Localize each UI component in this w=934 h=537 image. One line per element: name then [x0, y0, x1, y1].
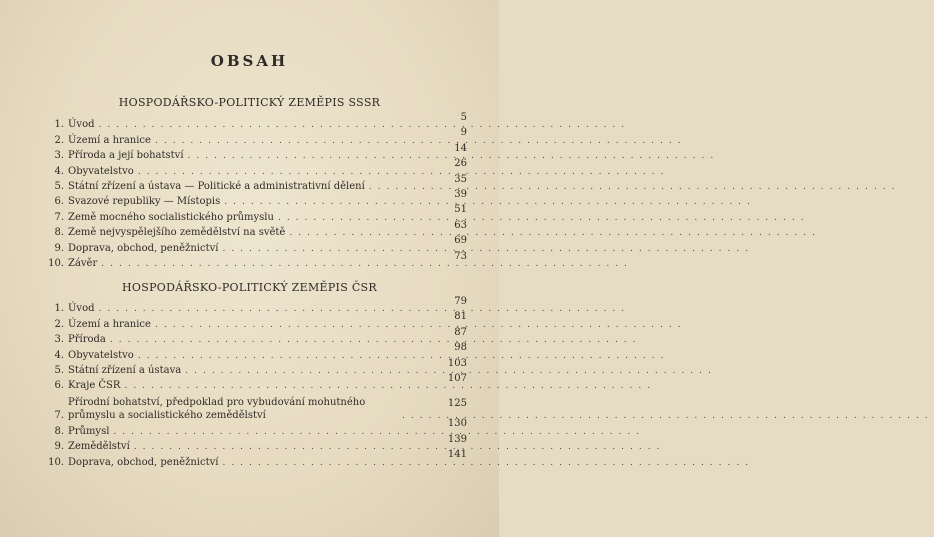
toc-entry-title: Přírodní bohatství, předpoklad pro vybudování mohutného průmyslu a socialistického zemědělství: [68, 397, 366, 421]
toc-entry: [42, 449, 755, 468]
toc-entry-title: Svazové republiky — Místopis: [68, 196, 221, 208]
toc-entry: [42, 142, 720, 162]
toc-entry-title: Obyvatelstvo: [68, 165, 134, 177]
toc-entry-page-number: 87: [454, 326, 467, 338]
toc-entry: [42, 296, 631, 315]
toc-entry: [42, 112, 631, 131]
toc-entry-number: 2.: [54, 134, 64, 146]
toc-entry: [42, 173, 901, 193]
toc-entry: [42, 372, 657, 392]
section-heading-csr: HOSPODÁŘSKO-POLITICKÝ ZEMĚPIS ČSR: [122, 281, 377, 294]
dot-leader: ............................................................: [154, 135, 687, 146]
toc-entry-title: Úvod: [68, 303, 95, 315]
toc-entry-title: Příroda: [68, 334, 106, 346]
toc-entry-title: Země nejvyspělejšího zemědělství na světě: [68, 227, 286, 239]
toc-entry-number: 10.: [48, 257, 64, 269]
toc-entry-page-number: 35: [454, 173, 467, 185]
toc-entry-title: Zemědělství: [68, 441, 130, 453]
toc-entry-title: Doprava, obchod, peněžnictví: [68, 456, 219, 468]
toc-entry-page-number: 63: [454, 219, 467, 231]
toc-entry-page-number: 26: [454, 158, 467, 170]
toc-entry-title: Závěr: [68, 257, 98, 269]
toc-entry-number: 3.: [54, 150, 64, 162]
dot-leader: ............................................................: [277, 212, 810, 223]
toc-entry-number: 7.: [54, 410, 64, 422]
toc-entry-page-number: 73: [454, 250, 467, 262]
toc-entry-title: Země mocného socialistického průmyslu: [68, 211, 274, 223]
toc-entry-title: Doprava, obchod, peněžnictví: [68, 242, 219, 254]
toc-entry-title: Příroda a její bohatství: [68, 150, 184, 162]
dot-leader: ............................................................: [289, 228, 821, 239]
toc-entry-title: Území a hranice: [68, 134, 151, 146]
dot-leader: ............................................................: [98, 120, 631, 131]
toc-entry-page-number: 39: [454, 188, 467, 200]
dot-leader: ............................................................: [187, 151, 720, 162]
toc-entry: [42, 188, 756, 208]
toc-entry-number: 4.: [54, 165, 64, 177]
dot-leader: ............................................................: [222, 457, 755, 468]
toc-entry-number: 6.: [54, 196, 64, 208]
toc-entry-number: 8.: [54, 227, 64, 239]
section-heading-sssr: HOSPODÁŘSKO-POLITICKÝ ZEMĚPIS SSSR: [118, 96, 381, 109]
dot-leader: ............................................................: [113, 426, 646, 437]
toc-entry: [42, 204, 810, 223]
toc-entry-page-number: 130: [447, 418, 467, 430]
toc-entry-title: Obyvatelstvo: [68, 349, 134, 361]
dot-leader: ............................................................: [109, 335, 642, 346]
toc-entry-title: Úvod: [68, 119, 95, 131]
toc-entry-page-number: 14: [454, 142, 467, 154]
toc-entry-page-number: 139: [447, 433, 467, 445]
toc-entry-number: 4.: [54, 349, 64, 361]
toc-entry-page-number: 9: [460, 127, 467, 139]
dot-leader: ............................................................: [402, 411, 934, 422]
toc-entry-number: 1.: [54, 303, 64, 315]
toc-entry-page-number: 69: [454, 235, 467, 247]
dot-leader: ............................................................: [98, 304, 631, 315]
toc-entry: [42, 357, 717, 377]
toc-entry-number: 10.: [48, 456, 64, 468]
toc-entry: [42, 127, 687, 146]
toc-entry-page-number: 141: [447, 449, 467, 461]
toc-entry: [42, 433, 666, 453]
toc-entry-number: 5.: [54, 180, 64, 192]
toc-entry-number: 5.: [54, 364, 64, 376]
dot-leader: ............................................................: [185, 365, 717, 376]
toc-entry: [42, 418, 646, 437]
toc-list-sssr: [42, 112, 901, 270]
toc-entry: [42, 392, 934, 422]
toc-entry-page-number: 81: [454, 311, 467, 323]
toc-entry-title: Kraje ČSR: [68, 380, 121, 392]
dot-leader: ............................................................: [133, 442, 666, 453]
dot-leader: ............................................................: [137, 350, 670, 361]
dot-leader: ............................................................: [101, 258, 633, 269]
toc-entry-title: Státní zřízení a ústava — Politické a administrativní dělení: [68, 180, 365, 192]
toc-list-csr: [42, 296, 934, 469]
toc-entry-number: 7.: [54, 211, 64, 223]
toc-entry-page-number: 79: [454, 296, 467, 307]
dot-leader: ............................................................: [124, 381, 657, 392]
toc-entry-page-number: 5: [460, 112, 467, 123]
toc-entry-number: 9.: [54, 441, 64, 453]
toc-entry-page-number: 125: [447, 398, 467, 410]
toc-entry-number: 9.: [54, 242, 64, 254]
toc-entry-number: 3.: [54, 334, 64, 346]
toc-entry-title: Státní zřízení a ústava: [68, 364, 182, 376]
toc-entry-page-number: 103: [447, 357, 467, 369]
toc-entry-page-number: 51: [454, 204, 467, 216]
dot-leader: ............................................................: [368, 181, 901, 192]
toc-entry: [42, 219, 821, 239]
toc-entry-number: 2.: [54, 318, 64, 330]
dot-leader: ............................................................: [224, 197, 756, 208]
toc-entry-page-number: 98: [454, 342, 467, 354]
toc-entry: [42, 326, 642, 346]
toc-entry: [42, 235, 755, 254]
toc-entry-title: Průmysl: [68, 425, 110, 437]
toc-entry-page-number: 107: [447, 372, 467, 384]
toc-entry-number: 8.: [54, 425, 64, 437]
toc-entry: [42, 342, 670, 361]
toc-entry-title: Území a hranice: [68, 318, 151, 330]
toc-entry-number: 6.: [54, 380, 64, 392]
dot-leader: ............................................................: [222, 243, 755, 254]
toc-entry: [42, 250, 633, 270]
page-title: OBSAH: [210, 52, 289, 70]
toc-entry: [42, 158, 670, 177]
toc-entry-number: 1.: [54, 119, 64, 131]
toc-entry: [42, 311, 687, 330]
dot-leader: ............................................................: [137, 166, 670, 177]
dot-leader: ............................................................: [154, 319, 687, 330]
